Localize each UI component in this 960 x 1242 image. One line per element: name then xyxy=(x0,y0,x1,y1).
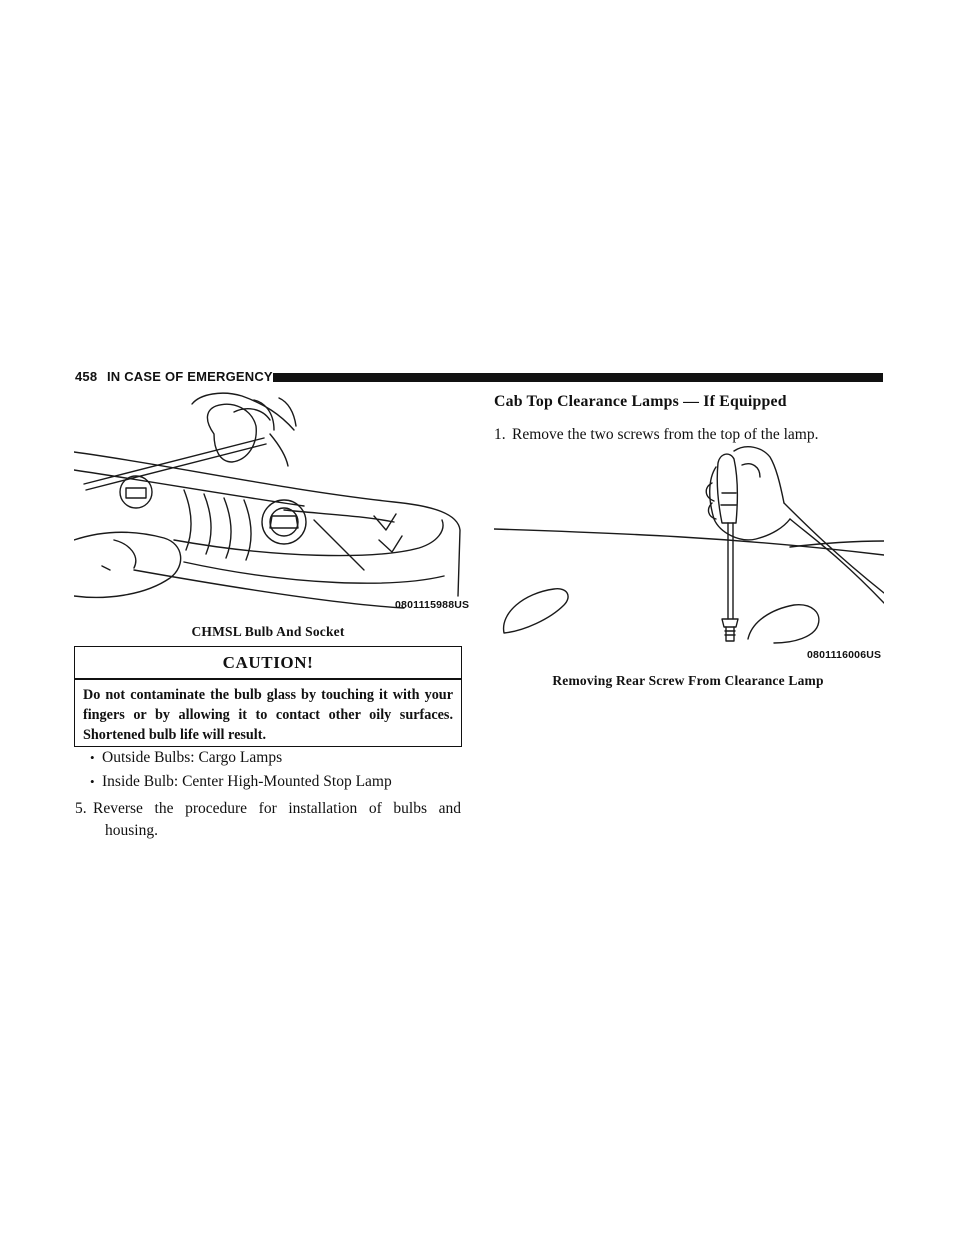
page-header xyxy=(75,369,883,389)
chmsl-caption: CHMSL Bulb And Socket xyxy=(191,624,345,639)
step-5-text-line-1: Reverse the procedure for installation of bulbs and xyxy=(93,800,461,817)
chmsl-figure-id: 0801115988US xyxy=(395,599,470,611)
bullet-outside-bulbs: Outside Bulbs: Cargo Lamps xyxy=(102,749,283,766)
caution-title: CAUTION! xyxy=(222,653,314,672)
chmsl-illustration xyxy=(74,390,470,616)
section-heading: Cab Top Clearance Lamps — If Equipped xyxy=(494,393,787,410)
bullet-icon: • xyxy=(90,774,95,789)
section-title: IN CASE OF EMERGENCY xyxy=(107,369,273,384)
step-5-number: 5. xyxy=(75,800,87,817)
bullet-icon: • xyxy=(90,750,95,765)
step-1-text: Remove the two screws from the top of the lamp. xyxy=(512,426,819,443)
step-5-text-line-2: housing. xyxy=(105,822,158,839)
header-rule xyxy=(273,373,883,382)
caution-divider xyxy=(75,678,461,680)
bullet-inside-bulb: Inside Bulb: Center High-Mounted Stop Lamp xyxy=(102,773,392,790)
caution-text: Do not contaminate the bulb glass by touching it with your fingers or by allowing it to contact other oily surfaces. Shortened bulb life will result. xyxy=(83,687,453,743)
caution-box xyxy=(74,646,462,747)
page-number: 458 xyxy=(75,369,98,384)
clearance-figure-id: 0801116006US xyxy=(807,649,882,661)
step-1-number: 1. xyxy=(494,426,506,443)
clearance-caption: Removing Rear Screw From Clearance Lamp xyxy=(552,673,824,688)
clearance-lamp-illustration xyxy=(494,443,884,665)
